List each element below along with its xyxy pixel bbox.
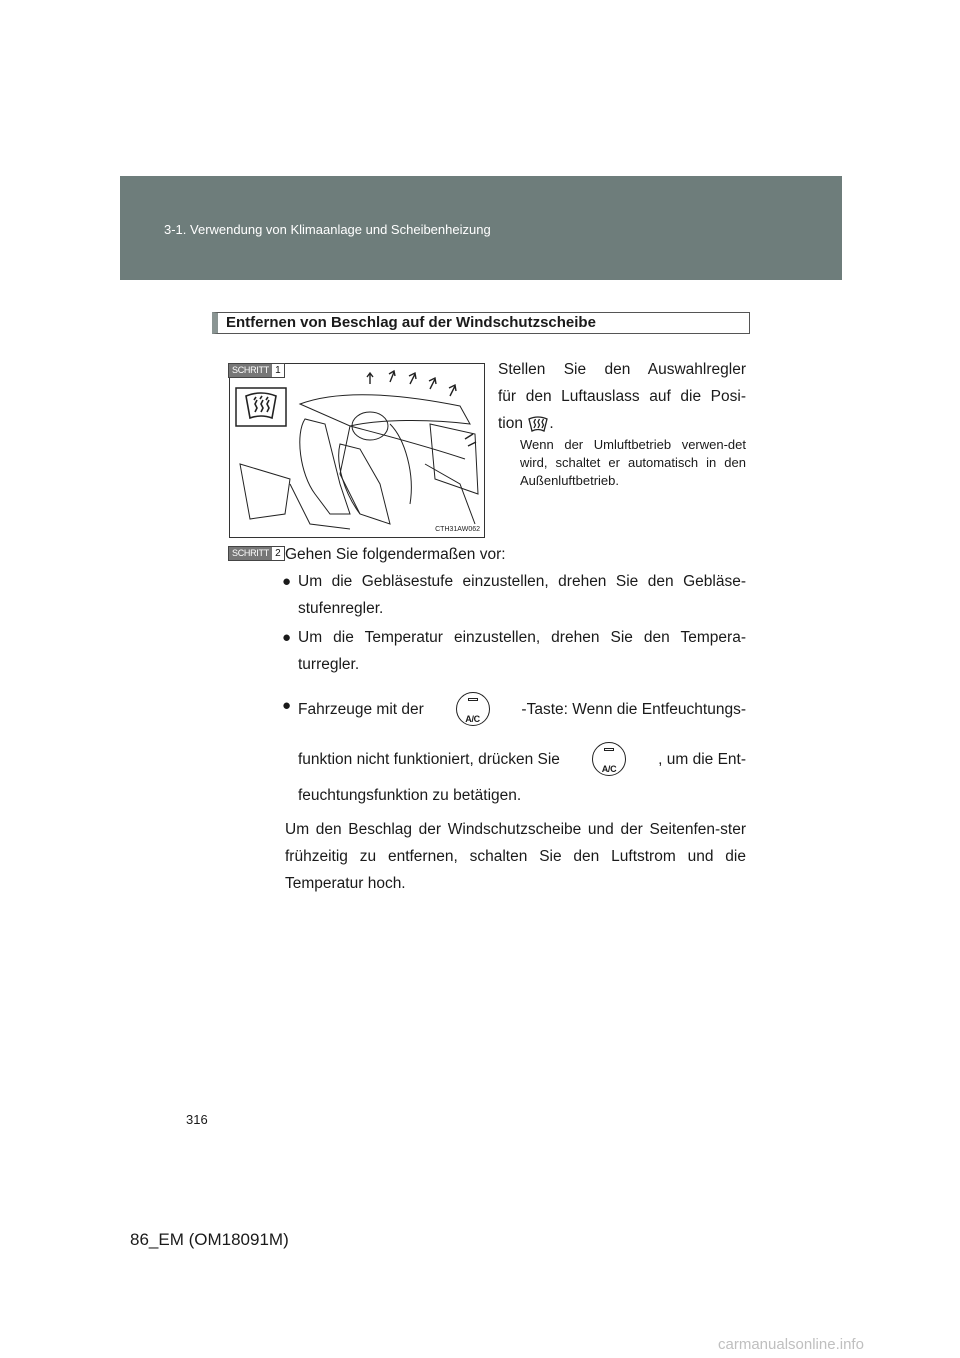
step2-intro: Gehen Sie folgendermaßen vor:: [285, 546, 506, 563]
step-badge-1: [228, 363, 285, 378]
step-badge-word: SCHRITT: [229, 547, 272, 560]
bullet-icon: ●: [282, 573, 292, 590]
ac-button-label: A/C: [601, 764, 617, 774]
figure-code: CTH31AW062: [435, 526, 480, 533]
windshield-defrost-icon: [527, 415, 549, 433]
step1-instruction: [498, 356, 746, 437]
bullet3-part1: Fahrzeuge mit der: [298, 700, 424, 718]
step1-line3: [498, 410, 746, 437]
step1-line2: für den Luftauslass auf die Posi-: [498, 388, 746, 405]
breadcrumb: 3-1. Verwendung von Klimaanlage und Scheibenheizung: [164, 222, 491, 237]
bullet3-part5: feuchtungsfunktion zu betätigen.: [298, 787, 522, 804]
list-item: [282, 692, 746, 812]
step-badge-2: [228, 546, 285, 561]
bullet-text: Um die Gebläsestufe einzustellen, drehen Sie den Gebläse-stufenregler.: [298, 573, 746, 617]
page-number: 316: [186, 1112, 208, 1127]
ac-button-icon: [456, 692, 490, 726]
bullet3-part3: funktion nicht funktioniert, drücken Sie: [298, 750, 560, 768]
bullet3-part2: -Taste: Wenn die Entfeuchtungs-: [521, 700, 746, 718]
document-code: 86_EM (OM18091M): [130, 1230, 289, 1249]
watermark: carmanualsonline.info: [718, 1336, 864, 1353]
section-title: Entfernen von Beschlag auf der Windschutzscheibe: [212, 312, 750, 334]
ac-button-label: A/C: [465, 714, 480, 724]
header-band: [120, 176, 842, 280]
step-badge-number: 2: [275, 548, 281, 559]
step-badge-number: 1: [275, 365, 281, 376]
bullet-text: Um die Temperatur einzustellen, drehen Sie den Tempera-turregler.: [298, 629, 746, 673]
step1-line3-text: tion: [498, 415, 523, 432]
car-interior-illustration: [229, 363, 485, 538]
bullet3-part4: , um die Ent-: [658, 750, 746, 768]
step-badge-word: SCHRITT: [229, 364, 272, 377]
car-interior-drawing: [230, 364, 484, 537]
bullet-icon: ●: [282, 629, 292, 646]
ac-button-icon: [592, 742, 626, 776]
step1-line3-period: .: [549, 415, 554, 432]
bullet-icon: ●: [282, 697, 292, 714]
closing-paragraph: Um den Beschlag der Windschutzscheibe und der Seitenfen-ster frühzeitig zu entfernen, schalten Sie den Luftstrom und die Temperatur hoch.: [285, 821, 746, 892]
step1-note: Wenn der Umluftbetrieb verwen-det wird, schaltet er automatisch in den Außenluftbetrieb.: [520, 437, 746, 488]
step1-line1: Stellen Sie den Auswahlregler: [498, 361, 746, 378]
bullet-text: [298, 692, 746, 809]
